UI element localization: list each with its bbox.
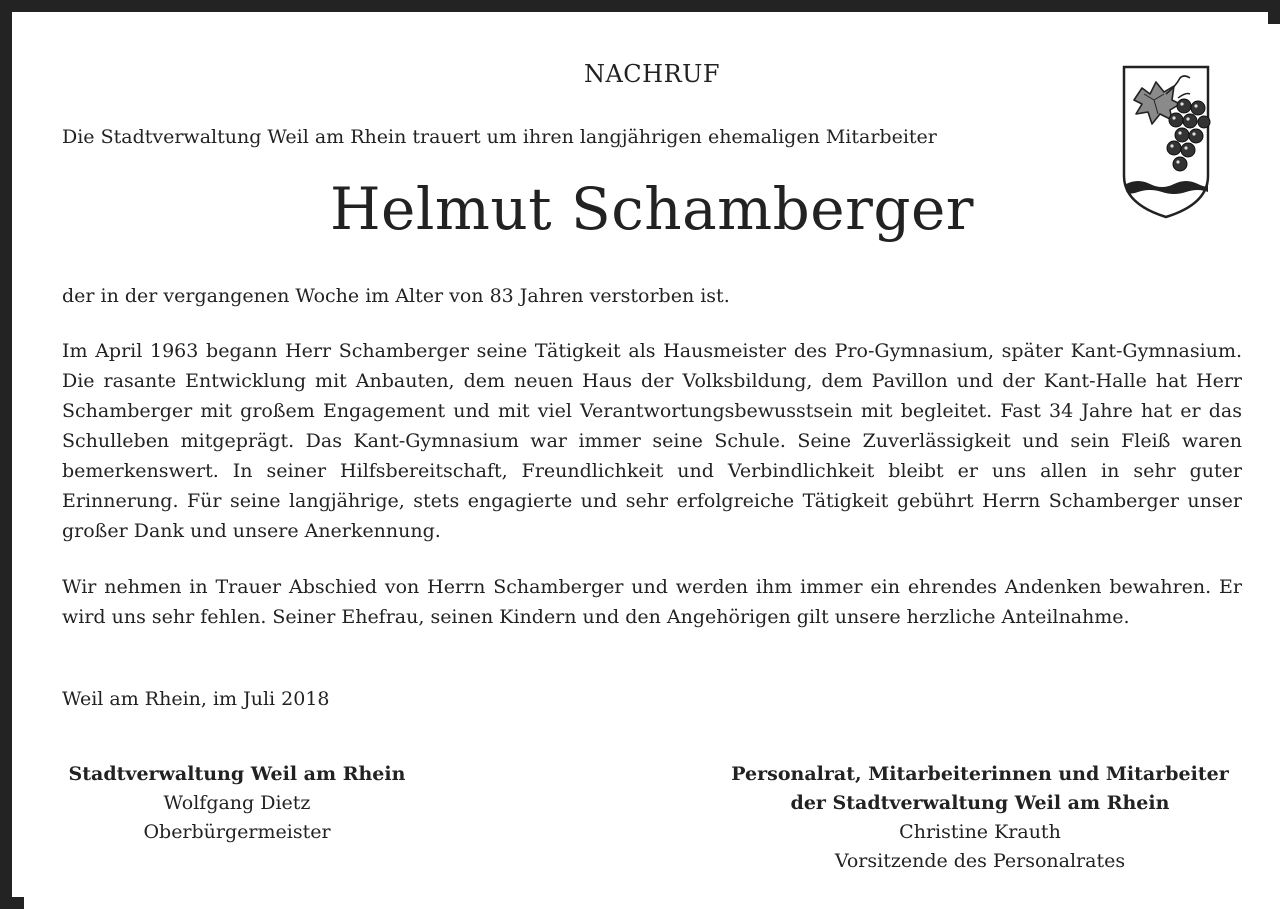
biography-paragraph: Im April 1963 begann Herr Schamberger seine Tätigkeit als Hausmeister des Pro-Gymnasium, später Kant-Gymnasium. Die rasante Entwicklung mit Anbauten, dem neuen Haus der Volksbildung, dem Pavillon und der Kant-Halle hat Herr Schamberger mit großem Engagement und mit viel Verantwortungsbewusstsein mit begleitet. Fast 34 Jahre hat er das Schulleben mitgeprägt. Das Kant-Gymnasium war immer seine Schule. Seine Zuverlässigkeit und sein Fleiß waren bemerkenswert. In seiner Hilfsbereitschaft, Freundlichkeit und Verbindlichkeit bleibt er uns allen in sehr guter Erinnerung. Für seine langjährige, stets engagierte und sehr erfolgreiche Tätigkeit gebührt Herrn Schamberger unser großer Dank und unsere Anerkennung.: [62, 340, 1242, 542]
signature-org: Stadtverwaltung Weil am Rhein: [68, 763, 406, 785]
death-notice-line: der in der vergangenen Woche im Alter von 83 Jahren verstorben ist.: [62, 285, 730, 307]
coat-of-arms-grapes-icon: [1120, 64, 1212, 220]
signature-person: Christine Krauth: [899, 821, 1061, 843]
signature-role: Oberbürgermeister: [143, 821, 331, 843]
signature-org-line1: Personalrat, Mitarbeiterinnen und Mitarbeiter: [731, 763, 1229, 785]
signature-person: Wolfgang Dietz: [163, 792, 311, 814]
obituary-notice: [24, 24, 1280, 909]
signature-block-right: [710, 760, 1250, 876]
signature-block-left: [52, 760, 422, 847]
notice-heading: NACHRUF: [583, 60, 721, 88]
deceased-name: Helmut Schamberger: [329, 175, 975, 243]
place-and-date: Weil am Rhein, im Juli 2018: [62, 688, 330, 710]
signature-role: Vorsitzende des Personalrates: [834, 850, 1126, 872]
farewell-paragraph: Wir nehmen in Trauer Abschied von Herrn Schamberger und werden ihm immer ein ehrendes Andenken bewahren. Er wird uns sehr fehlen. Seiner Ehefrau, seinen Kindern und den Angehörigen gilt unsere herzliche Anteilnahme.: [62, 576, 1242, 628]
intro-line: Die Stadtverwaltung Weil am Rhein trauert um ihren langjährigen ehemaligen Mitarbeiter: [62, 126, 937, 148]
signature-org-line2: der Stadtverwaltung Weil am Rhein: [790, 792, 1170, 814]
